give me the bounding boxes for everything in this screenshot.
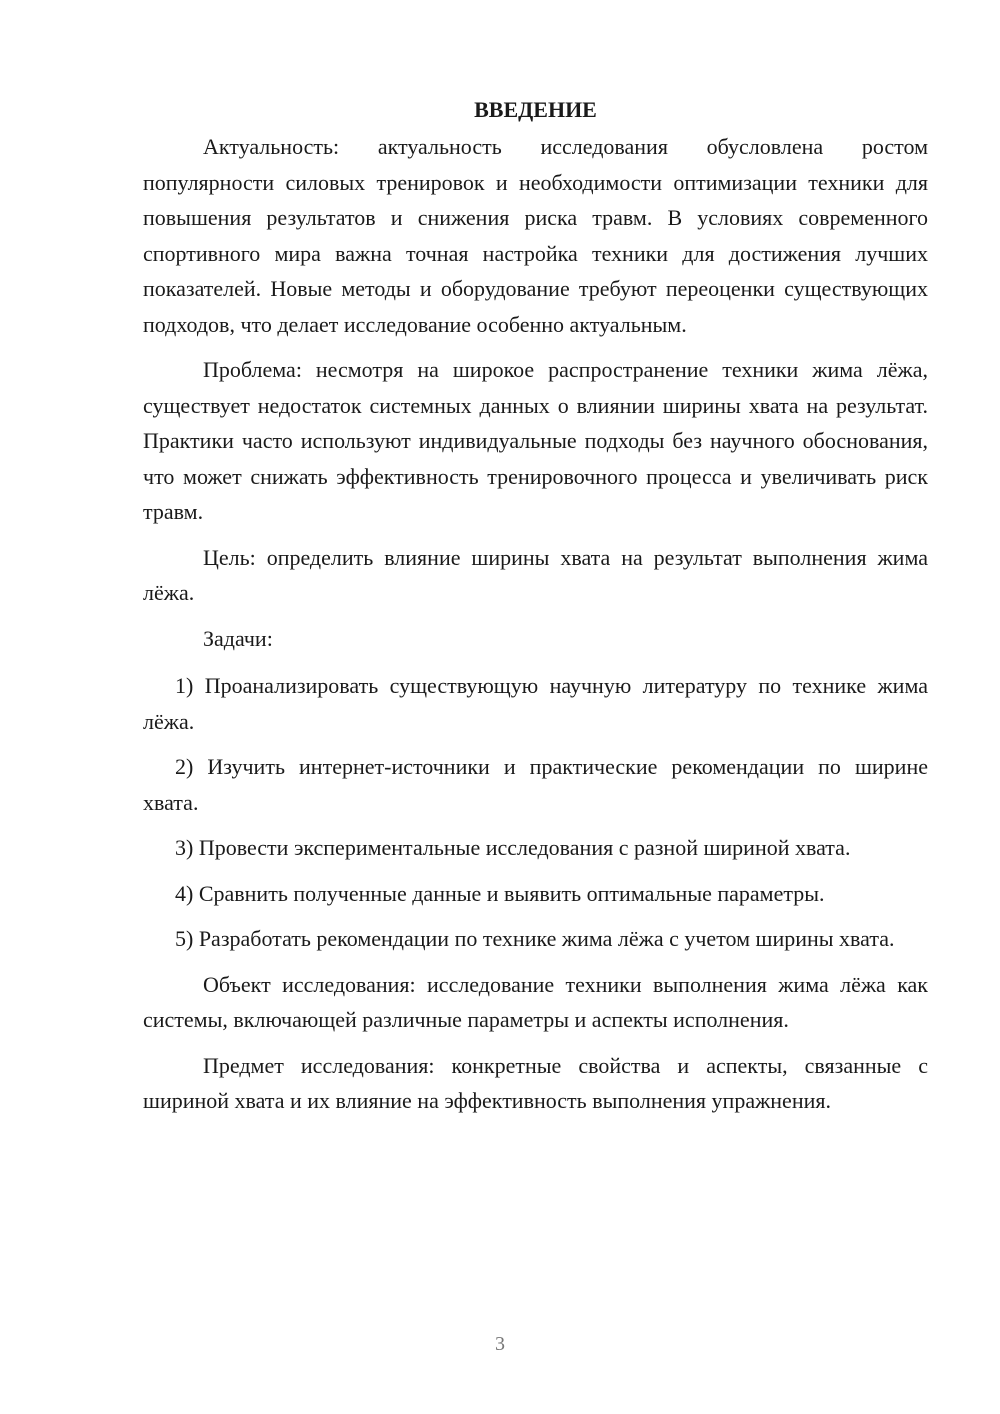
object-paragraph: Объект исследования: исследование техники выполнения жима лёжа как системы, включающей различные параметры и аспекты исполнения. <box>143 971 928 1032</box>
goal-paragraph: Цель: определить влияние ширины хвата на результат выполнения жима лёжа. <box>143 544 928 605</box>
tasks-heading: Задачи: <box>203 625 273 651</box>
task-item-4: 4) Сравнить полученные данные и выявить оптимальные параметры. <box>175 880 825 906</box>
subject-paragraph: Предмет исследования: конкретные свойства и аспекты, связанные с шириной хвата и их влияние на эффективность выполнения упражнения. <box>143 1052 928 1113</box>
page-number: 3 <box>495 1333 505 1355</box>
page-title: ВВЕДЕНИЕ <box>474 97 597 122</box>
document-page <box>143 95 928 1129</box>
task-item-5: 5) Разработать рекомендации по технике жима лёжа с учетом ширины хвата. <box>175 926 895 951</box>
task-item-2: 2) Изучить интернет-источники и практические рекомендации по ширине хвата. <box>143 754 928 815</box>
task-item-1: 1) Проанализировать существующую научную литературу по технике жима лёжа. <box>143 673 928 734</box>
task-item-3: 3) Провести экспериментальные исследования с разной шириной хвата. <box>175 835 851 860</box>
relevance-paragraph: Актуальность: актуальность исследования обусловлена ростом популярности силовых тренировок и необходимости оптимизации техники для повышения результатов и снижения риска травм. В условиях современного спортивного мира важна точная настройка техники для достижения лучших показателей. Новые методы и оборудование требуют переоценки существующих подходов, что делает исследование особенно актуальным. <box>143 134 928 337</box>
problem-paragraph: Проблема: несмотря на широкое распространение техники жима лёжа, существует недостаток системных данных о влиянии ширины хвата на результат. Практики часто используют индивидуальные подходы без научного обоснования, что может снижать эффективность тренировочного процесса и увеличивать риск травм. <box>143 357 928 524</box>
